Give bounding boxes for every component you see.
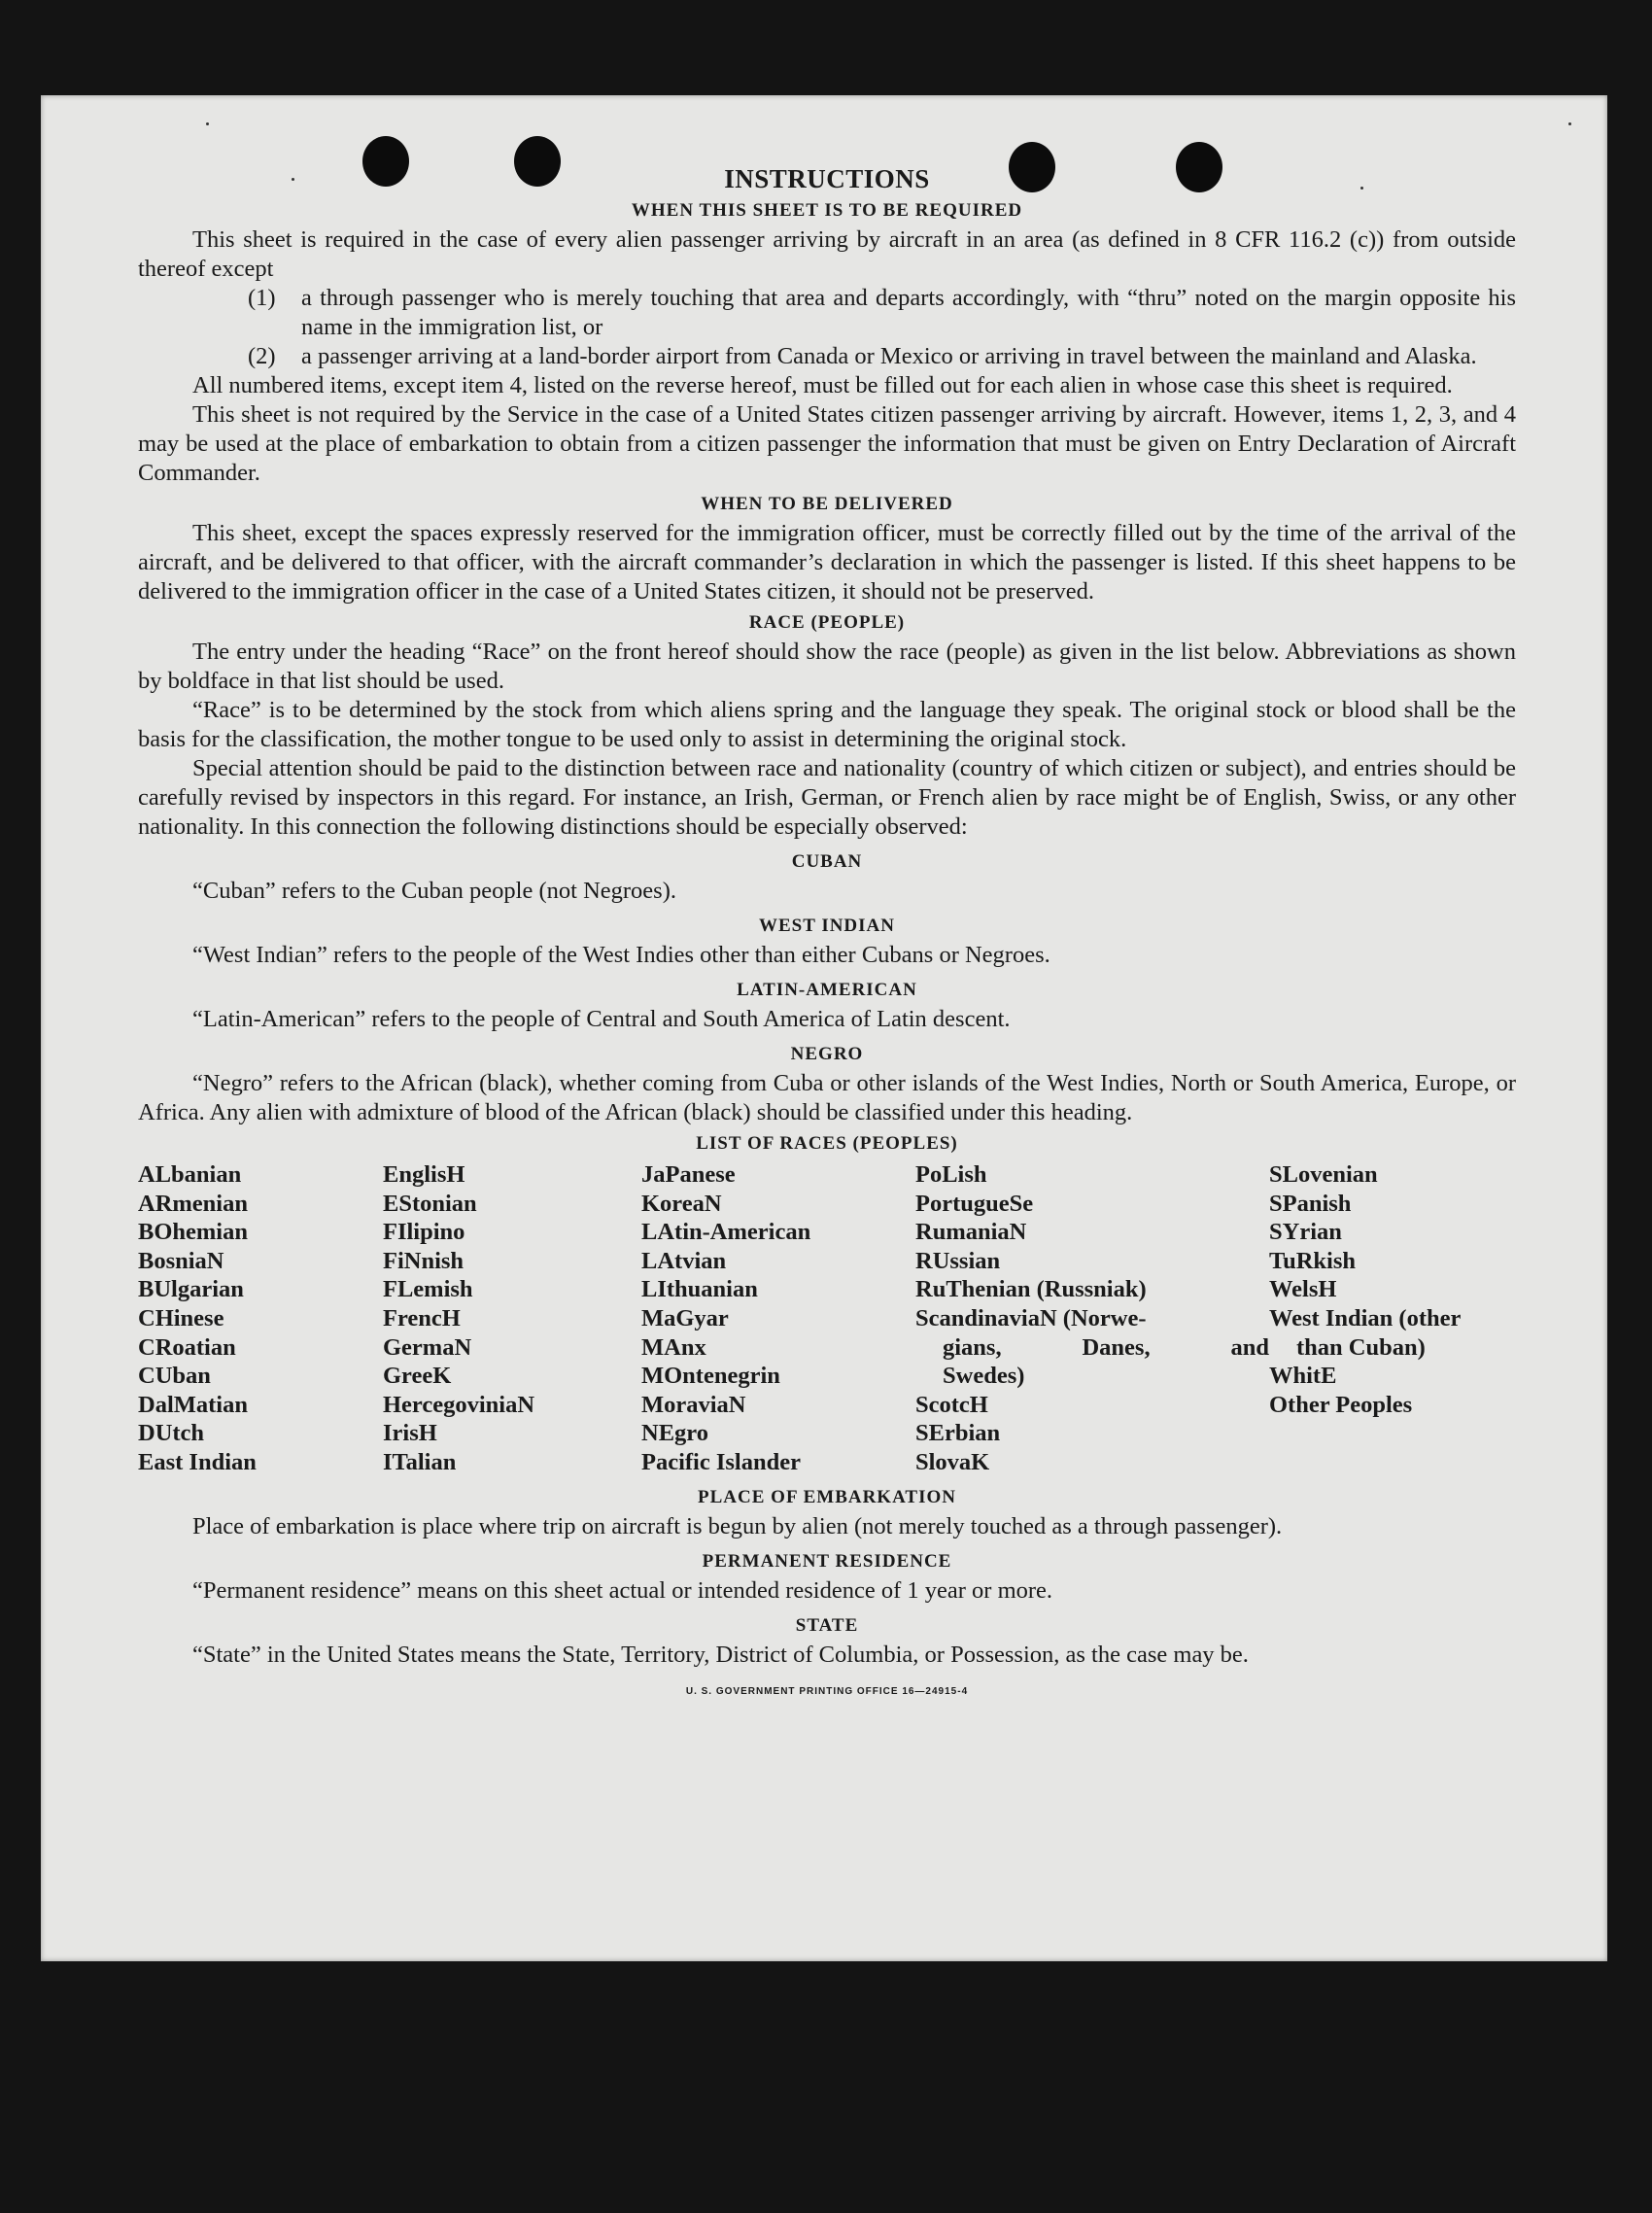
race-item: JaPanese <box>641 1161 736 1188</box>
paragraph: All numbered items, except item 4, listed on the reverse hereof, must be filled out for each alien in whose case this sheet is required. <box>192 372 1453 398</box>
race-item: FLemish <box>383 1276 473 1303</box>
race-item: DalMatian <box>138 1391 248 1418</box>
race-item: IrisH <box>383 1420 437 1447</box>
race-column <box>641 1160 915 1477</box>
race-column <box>1269 1160 1516 1477</box>
race-word: and <box>1230 1333 1269 1361</box>
race-item: ALbanian <box>138 1161 242 1188</box>
race-item: KoreaN <box>641 1190 722 1217</box>
race-item: SlovaK <box>915 1448 990 1475</box>
race-item: NEgro <box>641 1420 708 1447</box>
race-item: FiNnish <box>383 1247 465 1274</box>
paragraph: “Cuban” refers to the Cuban people (not Negroes). <box>192 878 676 904</box>
item-number: (1) <box>248 285 276 311</box>
paragraph: “Latin-American” refers to the people of Central and South America of Latin descent. <box>192 1006 1011 1032</box>
section-heading-negro: NEGRO <box>790 1044 864 1064</box>
paragraph: “State” in the United States means the State, Territory, District of Columbia, or Possession, as the case may be. <box>192 1641 1249 1668</box>
race-item: MaGyar <box>641 1304 729 1331</box>
race-item: SErbian <box>915 1420 1001 1447</box>
race-item: MAnx <box>641 1333 706 1361</box>
paragraph: This sheet is not required by the Service in the case of a United States citizen passenger arriving by aircraft. However, items 1, 2, 3, and 4 may be used at the place of embarkation to obtain from a citizen passenger the information that must be given on Entry Declaration of Aircraft Commander. <box>138 401 1516 486</box>
race-item-continued: Swedes) <box>943 1363 1025 1390</box>
section-heading-when-delivered: WHEN TO BE DELIVERED <box>701 494 953 514</box>
printer-imprint: U. S. GOVERNMENT PRINTING OFFICE 16—24915-4 <box>685 1685 969 1697</box>
paragraph: This sheet is required in the case of every alien passenger arriving by aircraft in an area (as defined in 8 CFR 116.2 (c)) from outside thereof except <box>138 226 1516 282</box>
race-item: SYrian <box>1269 1219 1342 1246</box>
item-number: (2) <box>248 343 276 369</box>
paragraph: “Negro” refers to the African (black), whether coming from Cuba or other islands of the West Indies, North or South America, Europe, or Africa. Any alien with admixture of blood of the African (black) should be classified under this heading. <box>138 1070 1516 1125</box>
race-item: ITalian <box>383 1448 457 1475</box>
race-column <box>383 1160 641 1477</box>
race-item: RuThenian (Russniak) <box>915 1276 1147 1303</box>
paragraph: “Permanent residence” means on this sheet actual or intended residence of 1 year or more. <box>192 1576 1053 1604</box>
race-item: MoraviaN <box>641 1391 746 1418</box>
paragraph: This sheet, except the spaces expressly reserved for the immigration officer, must be correctly filled out by the time of the arrival of the aircraft, and be delivered to that officer, with the aircraft commander’s declaration in which the passenger is listed. If this sheet happens to be delivered to the immigration officer in the case of a United States citizen, it should not be preserved. <box>138 520 1516 605</box>
race-item: BosniaN <box>138 1247 224 1274</box>
section-heading-list-of-races: LIST OF RACES (PEOPLES) <box>696 1133 958 1154</box>
section-heading-cuban: CUBAN <box>791 851 863 872</box>
race-item-continued: than Cuban) <box>1296 1333 1426 1361</box>
race-item: PortugueSe <box>915 1190 1034 1217</box>
section-heading-west-indian: WEST INDIAN <box>759 916 895 936</box>
race-word: Danes, <box>1082 1333 1151 1361</box>
race-item: GermaN <box>383 1333 472 1361</box>
race-item: EStonian <box>383 1190 477 1217</box>
race-item: FrencH <box>383 1304 461 1331</box>
race-item: East Indian <box>138 1448 257 1475</box>
race-list <box>138 1160 1516 1477</box>
list-item <box>138 342 1516 371</box>
item-text: a through passenger who is merely touching that area and departs accordingly, with “thru” noted on the margin opposite his name in the immigration list, or <box>301 285 1516 340</box>
race-item-continued <box>915 1333 1269 1363</box>
race-item: FIlipino <box>383 1219 465 1246</box>
race-item: HercegoviniaN <box>383 1391 535 1418</box>
race-item: RumaniaN <box>915 1219 1027 1246</box>
race-item: MOntenegrin <box>641 1363 780 1390</box>
race-item: BUlgarian <box>138 1276 244 1303</box>
section-heading-residence: PERMANENT RESIDENCE <box>702 1550 952 1572</box>
speck <box>206 122 209 125</box>
race-item: BOhemian <box>138 1219 248 1246</box>
item-text: a passenger arriving at a land-border airport from Canada or Mexico or arriving in travel between the mainland and Alaska. <box>301 343 1477 369</box>
race-item: LAtin-American <box>641 1219 811 1246</box>
race-item: CUban <box>138 1363 211 1390</box>
section-heading-when-required: WHEN THIS SHEET IS TO BE REQUIRED <box>631 200 1023 221</box>
race-item: WhitE <box>1269 1363 1337 1390</box>
paragraph: Special attention should be paid to the distinction between race and nationality (country of which citizen or subject), and entries should be carefully revised by inspectors in this regard. For instance, an Irish, German, or French alien by race might be of English, Swiss, or any other nationality. In this connection the following distinctions should be especially observed: <box>138 755 1516 840</box>
race-column <box>915 1160 1269 1477</box>
paragraph: “West Indian” refers to the people of the West Indies other than either Cubans or Negroes. <box>192 942 1050 968</box>
race-item: CHinese <box>138 1304 224 1331</box>
list-item <box>138 284 1516 342</box>
paragraph: Place of embarkation is place where trip on aircraft is begun by alien (not merely touched as a through passenger). <box>192 1512 1283 1539</box>
race-item: ScotcH <box>915 1391 988 1418</box>
race-item: CRoatian <box>138 1333 236 1361</box>
speck <box>1568 122 1571 125</box>
race-item: ScandinaviaN (Norwe- <box>915 1304 1147 1331</box>
race-item: LIthuanian <box>641 1276 758 1303</box>
race-item: PoLish <box>915 1161 987 1188</box>
instructions-content <box>138 163 1516 1707</box>
race-item: Other Peoples <box>1269 1391 1413 1418</box>
race-item: TuRkish <box>1269 1247 1357 1274</box>
race-item: SLovenian <box>1269 1161 1378 1188</box>
race-column <box>138 1160 383 1477</box>
race-item: RUssian <box>915 1247 1001 1274</box>
document-sheet <box>41 95 1607 1961</box>
section-heading-latin-american: LATIN-AMERICAN <box>737 980 917 1000</box>
race-item: Pacific Islander <box>641 1448 801 1475</box>
race-item: WelsH <box>1269 1276 1337 1303</box>
race-item: LAtvian <box>641 1247 727 1274</box>
race-item: West Indian (other <box>1269 1304 1462 1331</box>
race-item: EnglisH <box>383 1161 465 1188</box>
race-item: ARmenian <box>138 1190 248 1217</box>
paragraph: The entry under the heading “Race” on the front hereof should show the race (people) as given in the list below. Abbreviations as shown by boldface in that list should be used. <box>138 639 1516 694</box>
race-item: DUtch <box>138 1420 205 1447</box>
page-title: INSTRUCTIONS <box>724 164 930 193</box>
section-heading-state: STATE <box>795 1614 859 1636</box>
section-heading-race: RACE (PEOPLE) <box>748 612 906 633</box>
race-item: SPanish <box>1269 1190 1352 1217</box>
race-item: GreeK <box>383 1363 452 1390</box>
paragraph: “Race” is to be determined by the stock from which aliens spring and the language they speak. The original stock or blood shall be the basis for the classification, the mother tongue to be used only to assist in determining the original stock. <box>138 697 1516 752</box>
race-word: gians, <box>943 1333 1002 1361</box>
section-heading-embarkation: PLACE OF EMBARKATION <box>698 1486 956 1507</box>
